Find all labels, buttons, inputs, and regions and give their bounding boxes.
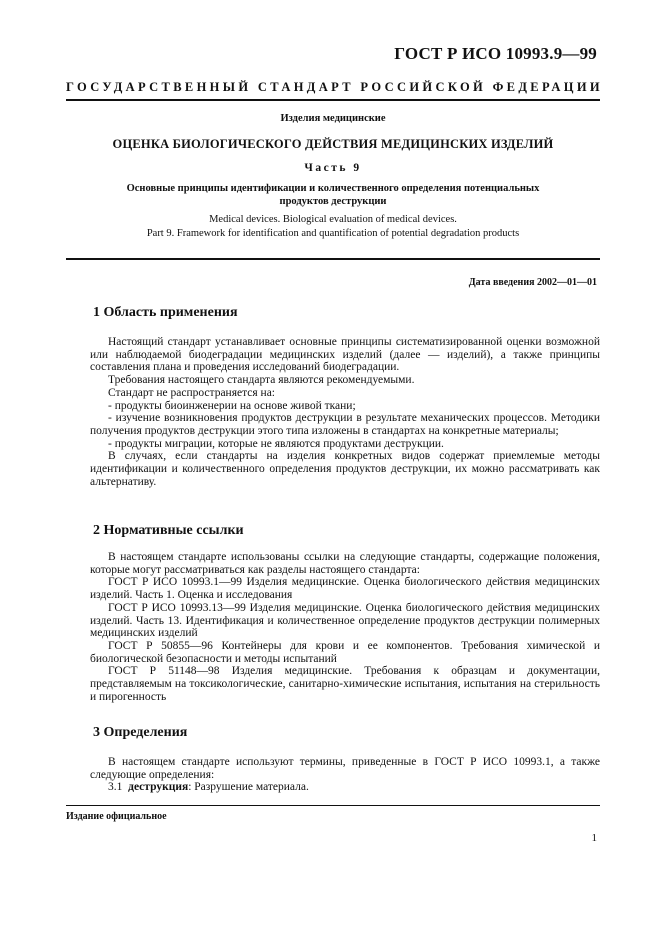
english-title-line-1: Medical devices. Biological evaluation of medical devices.	[209, 214, 457, 225]
reference-item: ГОСТ Р 51148—98 Изделия медицинские. Требования к образцам и документации, представляемым на токсикологические, санитарно-химические испытания, испытания на стерильность и пирогенность	[90, 665, 600, 703]
paragraph: Стандарт не распространяется на:	[108, 386, 275, 399]
title-divider	[66, 258, 600, 260]
definition-text: : Разрушение материала.	[188, 781, 309, 794]
edition-label: Издание официальное	[66, 811, 167, 822]
footer-divider	[66, 805, 600, 806]
definition-term: деструкция	[128, 781, 189, 794]
section-body-scope	[90, 336, 600, 488]
paragraph: В настоящем стандарте использованы ссылки на следующие стандарты, содержащие положения, которые могут рассматриваться как разделы настоящего стандарта:	[90, 551, 600, 576]
part-subtitle: Основные принципы идентификации и количественного определения потенциальных продуктов деструкции	[126, 183, 540, 207]
products-label: Изделия медицинские	[280, 113, 386, 124]
paragraph: Настоящий стандарт устанавливает основные принципы систематизированной оценки возможной или наблюдаемой биодеградации медицинских изделий (далее — изделий), а также принципы составления плана и проведения исследований биодеградации.	[90, 336, 600, 374]
top-divider	[66, 99, 600, 101]
reference-item: ГОСТ Р ИСО 10993.13—99 Изделия медицинские. Оценка биологического действия медицинских изделий. Часть 13. Идентификация и количественное определение продуктов деструкции полимерных медицинских изделий	[90, 601, 600, 640]
page-number: 1	[591, 832, 597, 844]
standard-title: ОЦЕНКА БИОЛОГИЧЕСКОГО ДЕЙСТВИЯ МЕДИЦИНСКИХ ИЗДЕЛИЙ	[112, 137, 554, 151]
section-heading-definitions: 3 Определения	[93, 725, 188, 740]
section-heading-scope: 1 Область применения	[93, 305, 238, 320]
document-code: ГОСТ Р ИСО 10993.9—99	[394, 44, 597, 63]
part-label: Часть 9	[304, 162, 362, 174]
list-item: - продукты биоинженерии на основе живой ткани;	[108, 399, 356, 412]
reference-item: ГОСТ Р ИСО 10993.1—99 Изделия медицинские. Оценка биологического действия медицинских изделий. Часть 1. Оценка и исследования	[90, 576, 600, 602]
introduction-date: Дата введения 2002—01—01	[468, 277, 597, 288]
list-item: - продукты миграции, которые не являются продуктами деструкции.	[108, 437, 444, 450]
state-standard-banner: ГОСУДАРСТВЕННЫЙ СТАНДАРТ РОССИЙСКОЙ ФЕДЕРАЦИИ	[66, 80, 603, 94]
english-title-line-2: Part 9. Framework for identification and quantification of potential degradation products	[146, 228, 520, 239]
paragraph: В случаях, если стандарты на изделия конкретных видов содержат приемлемые методы идентификации и количественного определения продуктов деструкции, их можно рассматривать как альтернативу.	[90, 450, 600, 488]
definition-number: 3.1	[108, 781, 123, 794]
paragraph: В настоящем стандарте используют термины, приведенные в ГОСТ Р ИСО 10993.1, а также следующие определения:	[90, 756, 600, 781]
definition-item	[90, 781, 600, 794]
section-body-references	[90, 551, 600, 703]
paragraph: Требования настоящего стандарта являются рекомендуемыми.	[108, 374, 415, 387]
section-body-definitions	[90, 756, 600, 794]
section-heading-references: 2 Нормативные ссылки	[93, 523, 244, 538]
list-item: - изучение возникновения продуктов деструкции в результате механических процессов. Методики получения продуктов деструкции этого типа изложены в стандартах на конкретные материалы;	[90, 412, 600, 437]
reference-item: ГОСТ Р 50855—96 Контейнеры для крови и ее компонентов. Требования химической и биологической безопасности и методы испытаний	[90, 639, 600, 665]
